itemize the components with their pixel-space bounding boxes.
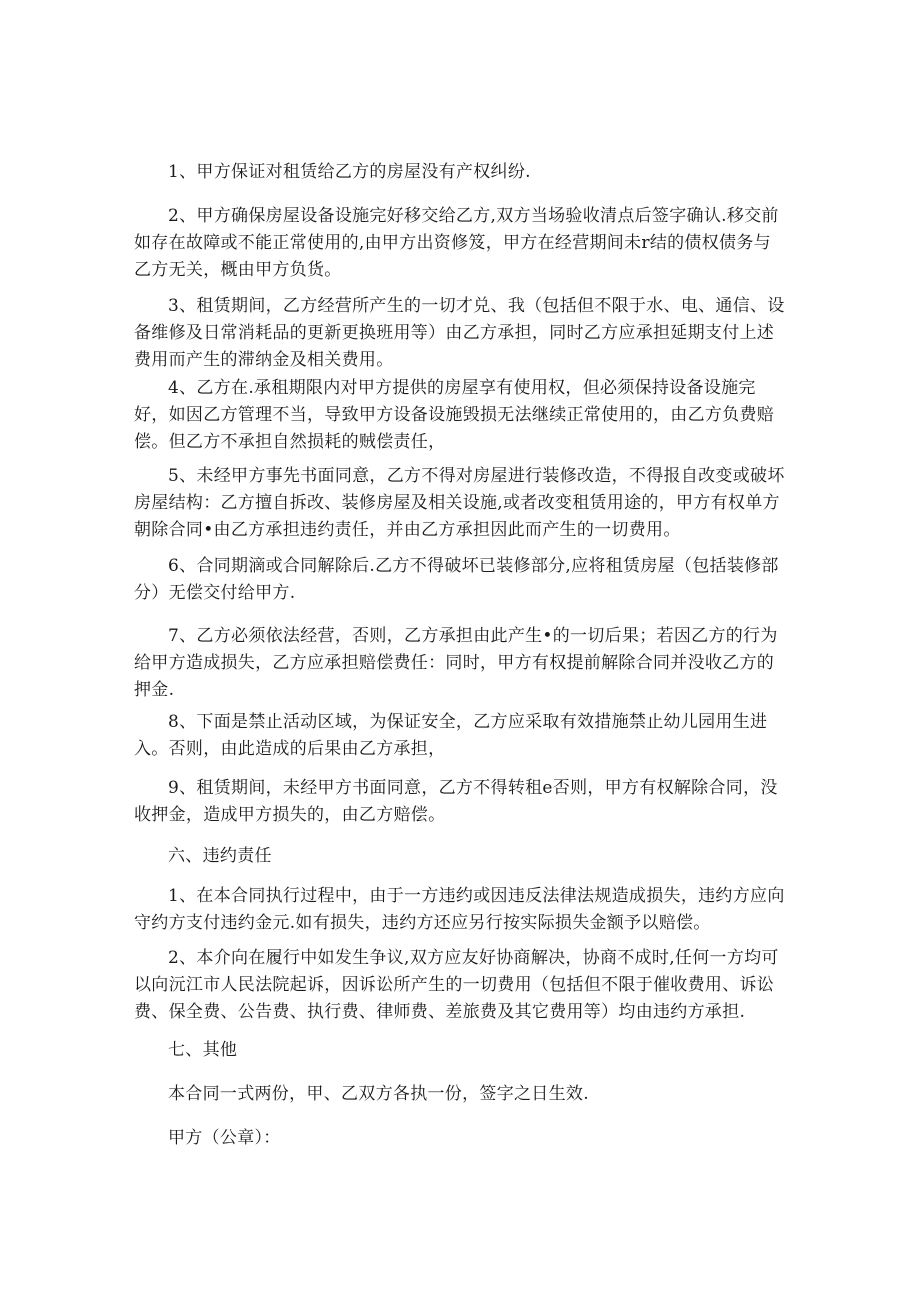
clause-5-6: 6、合同期滴或合同解除后.乙方不得破坏已装修部分,应将租赁房屋（包括装修部分）无偿交付给甲方. xyxy=(134,556,779,603)
clause-6-2: 2、本介向在履行中如发生争议,双方应友好协商解决，协商不成时,任何一方均可以向沅江市人民法院起诉，因诉讼所产生的一切费用（包括但不限于催收费用、诉讼费、保全费、公告费、执行费、律师费、差旅费及其它费用等）均由违约方承担. xyxy=(134,948,779,1022)
section-6-title: 六、违约责任 xyxy=(168,846,272,866)
clause-5-2: 2、甲方确保房屋设备设施完好移交给乙方,双方当场验收清点后签字确认.移交前如存在故障或不能正常使用的,由甲方出资修笈，甲方在经营期间未r结的债权债务与乙方无关，概由甲方负货。 xyxy=(134,206,779,280)
clause-5-9: 9、租赁期间，未经甲方书面同意，乙方不得转租e否则，甲方有权解除合同，没收押金，造成甲方损失的，由乙方赔偿。 xyxy=(134,778,778,825)
clause-5-8: 8、下面是禁止活动区域，为保证安全，乙方应采取有效措施禁止幼儿园用生进入。否则，由此造成的后果由乙方承担， xyxy=(134,712,768,759)
clause-5-1: 1、甲方保证对租赁给乙方的房屋没有产权纠纷. xyxy=(168,162,531,182)
section-7-text: 本合同一式两份，甲、乙双方各执一份，签字之日生效. xyxy=(168,1084,589,1104)
clause-5-5: 5、未经甲方事先书面同意，乙方不得对房屋进行装修改造，不得报自改变或破坏房屋结构：乙方擅自拆改、装修房屋及相关设施,或者改变租赁用途的，甲方有权单方朝除合同•由乙方承担违约责任，并由乙方承担因此而产生的一切费用。 xyxy=(134,466,785,540)
clause-6-1: 1、在本合同执行过程中，由于一方违约或因违反法律法规造成损失，违约方应向守约方支付违约金元.如有损失，违约方还应另行按实际损失金额予以赔偿。 xyxy=(134,886,785,933)
clause-5-4: 4、乙方在.承租期限内对甲方提供的房屋享有使用权，但必须保持设备设施完好，如因乙方管理不当，导致甲方设备设施毁损无法继续正常使用的，由乙方负费赔偿。但乙方不承担自然损耗的贼偿责任， xyxy=(134,378,775,452)
clause-5-7: 7、乙方必须依法经营，否则，乙方承担由此产生•的一切后果；若因乙方的行为给甲方造成损失，乙方应承担赔偿费任：同时，甲方有权提前解除合同并没收乙方的押金. xyxy=(134,626,778,700)
party-a-seal-label: 甲方（公章）： xyxy=(168,1128,281,1148)
section-7-title: 七、其他 xyxy=(168,1040,238,1060)
clause-5-3: 3、租赁期间，乙方经营所产生的一切才兑、我（包括但不限于水、电、通信、设备维修及日常消耗品的更新更换班用等）由乙方承担，同时乙方应承担延期支付上述费用而产生的滞纳金及相关费用。 xyxy=(134,296,785,370)
